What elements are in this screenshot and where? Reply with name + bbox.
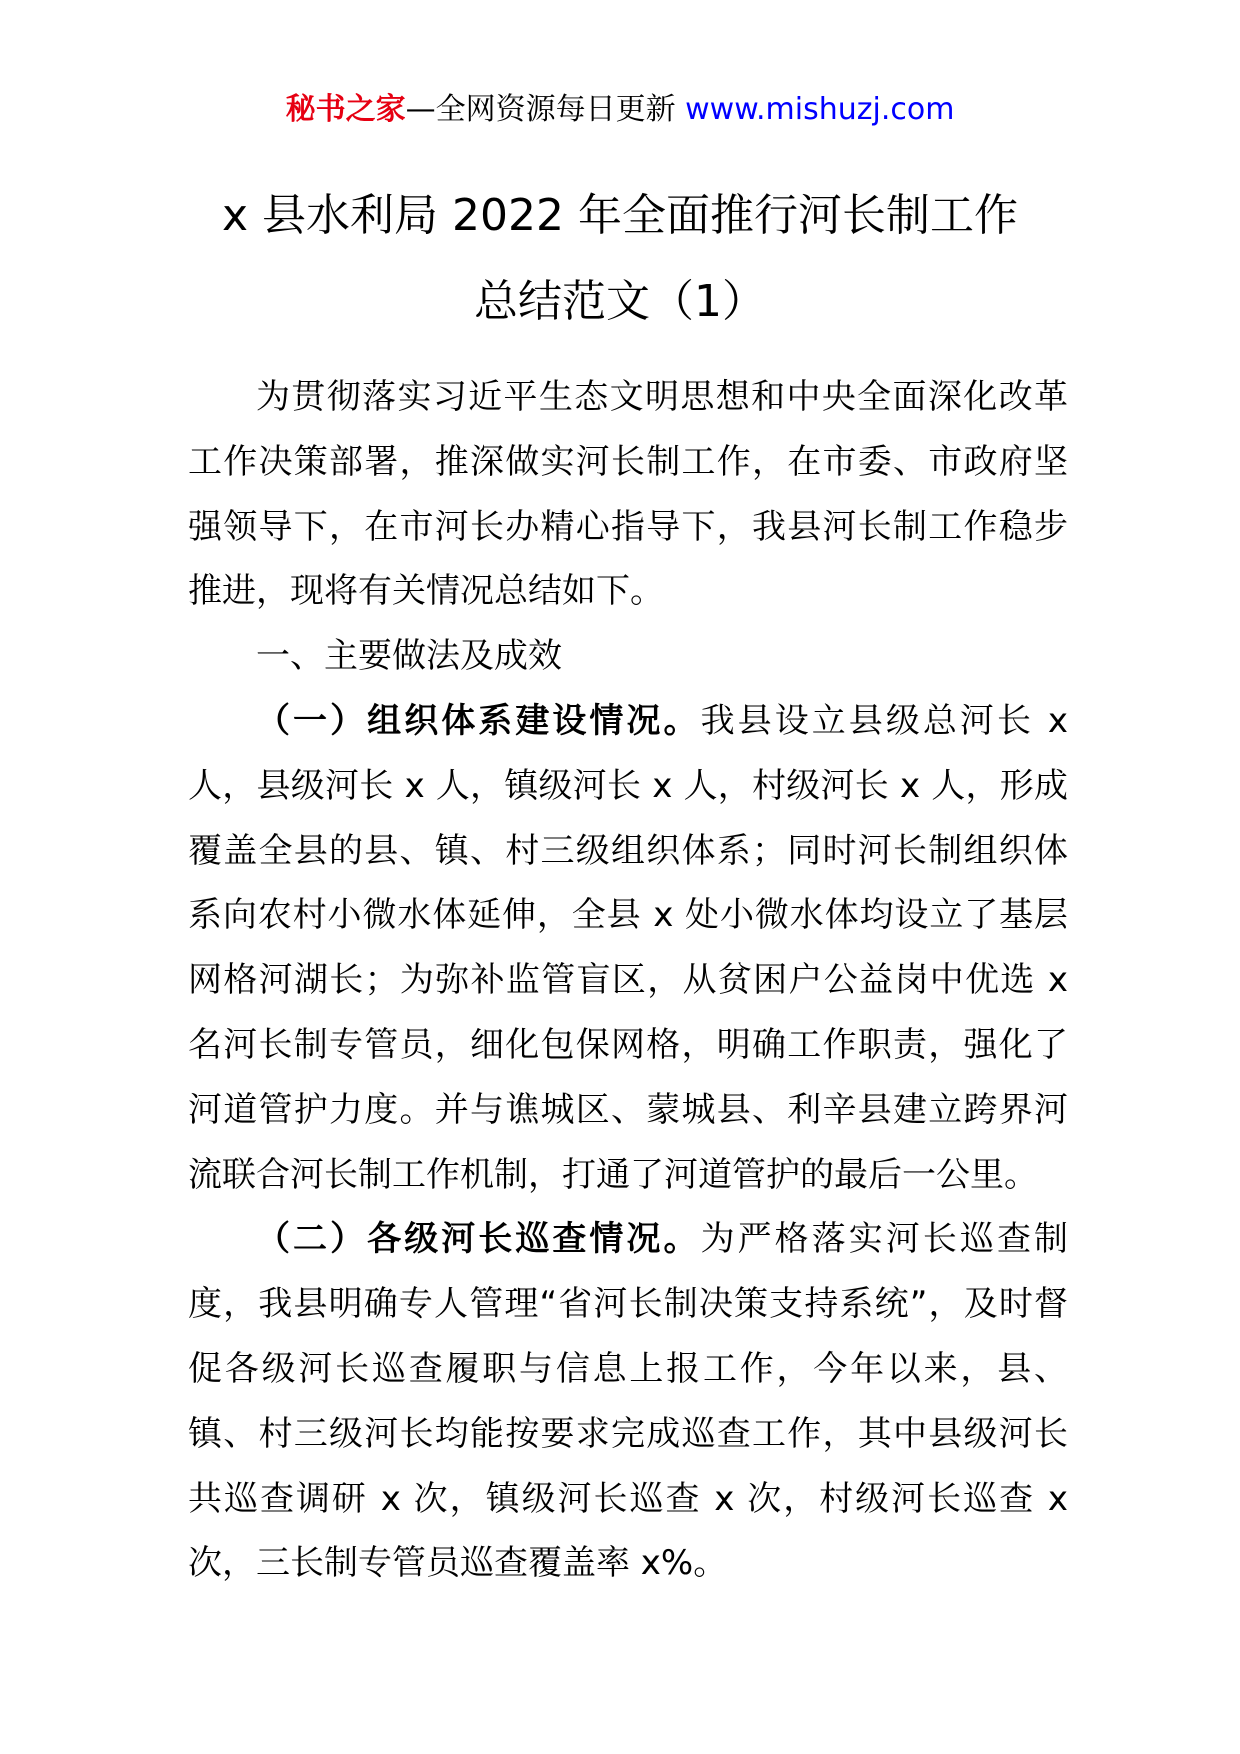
item2-text: 为严格落实河长巡查制度，我县明确专人管理“省河长制决策支持系统”，及时督促各级河长巡查履职与信息上报工作，今年以来，县、镇、村三级河长均能按要求完成巡查工作，其中县级河长共巡查调研 x 次，镇级河长巡查 x 次，村级河长巡查 x 次，三长制专管员巡查覆盖率 x%。: [188, 1219, 1069, 1584]
item1-paragraph: [188, 689, 1068, 1207]
document-body: [188, 365, 1068, 1596]
intro-paragraph: 为贯彻落实习近平生态文明思想和中央全面深化改革工作决策部署，推深做实河长制工作，在市委、市政府坚强领导下，在市河长办精心指导下，我县河长制工作稳步推进，现将有关情况总结如下。: [188, 377, 1068, 612]
site-tagline: —全网资源每日更新: [405, 92, 676, 127]
site-header: [0, 88, 1240, 132]
section-heading: 一、主要做法及成效: [256, 636, 562, 677]
item1-heading: （一）组织体系建设情况。: [256, 700, 701, 741]
document-title-line1: x 县水利局 2022 年全面推行河长制工作: [222, 190, 1018, 241]
item1-text: 我县设立县级总河长 x 人，县级河长 x 人，镇级河长 x 人，村级河长 x 人，形成覆盖全县的县、镇、村三级组织体系；同时河长制组织体系向农村小微水体延伸，全县 x 处小微水体均设立了基层网格河湖长；为弥补监管盲区，从贫困户公益岗中优选 x 名河长制专管员，细化包保网格，明确工作职责，强化了河道管护力度。并与谯城区、蒙城县、利辛县建立跨界河流联合河长制工作机制，打通了河道管护的最后一公里。: [188, 700, 1069, 1195]
item2-paragraph: [188, 1207, 1068, 1596]
document-title-line2: 总结范文（1）: [474, 276, 766, 327]
site-brand: 秘书之家: [285, 92, 406, 127]
site-url-link[interactable]: www.mishuzj.com: [685, 92, 955, 127]
item2-heading: （二）各级河长巡查情况。: [256, 1219, 701, 1260]
